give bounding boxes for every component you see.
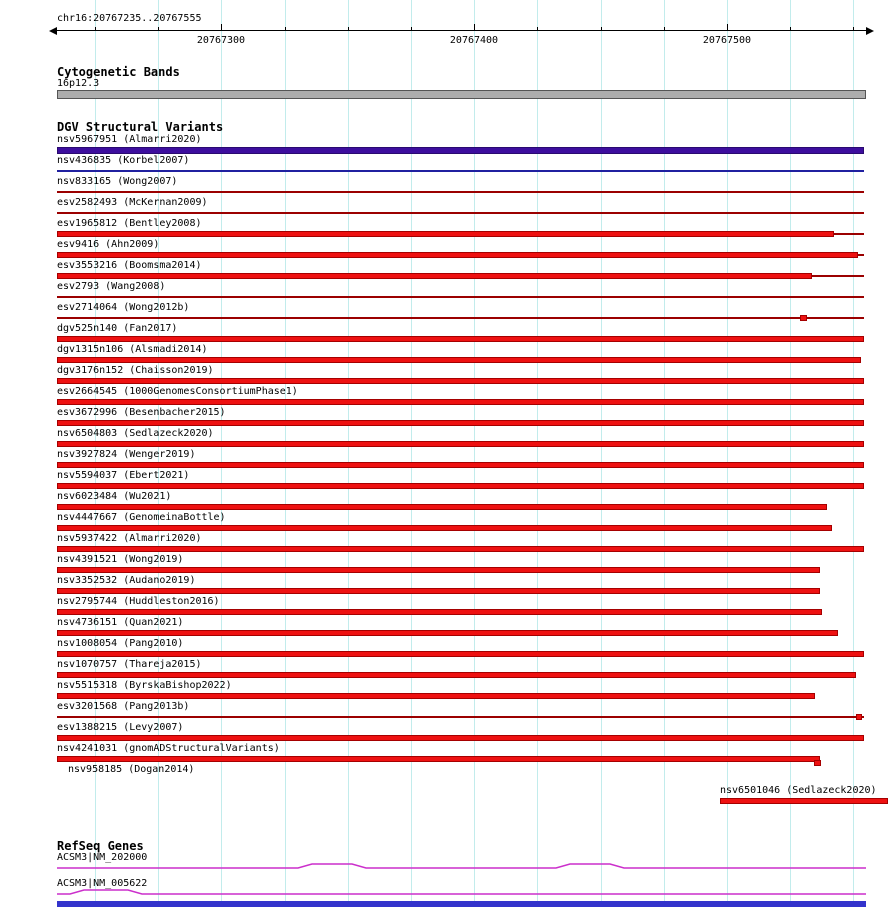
variant-label[interactable]: nsv4391521 (Wong2019) (57, 554, 184, 565)
variant-label[interactable]: nsv4447667 (GenomeinaBottle) (57, 512, 226, 523)
variant-label[interactable]: esv1965812 (Bentley2008) (57, 218, 202, 229)
variant-label[interactable]: nsv1070757 (Thareja2015) (57, 659, 202, 670)
section-title-refseq-genes: RefSeq Genes (57, 839, 144, 853)
variant-label[interactable]: nsv958185 (Dogan2014) (68, 764, 195, 775)
ruler-tick-label: 20767300 (196, 35, 246, 46)
variant-label[interactable]: dgv3176n152 (Chaisson2019) (57, 365, 214, 376)
variant-label[interactable]: esv1388215 (Levy2007) (57, 722, 184, 733)
variant-label[interactable]: dgv1315n106 (Alsmadi2014) (57, 344, 208, 355)
gene-model[interactable] (57, 890, 866, 894)
variant-label[interactable]: nsv3352532 (Audano2019) (57, 575, 196, 586)
section-title-dgv-structural-variants: DGV Structural Variants (57, 120, 224, 134)
variant-label[interactable]: esv3201568 (Pang2013b) (57, 701, 190, 712)
variant-label[interactable]: nsv6501046 (Sedlazeck2020) (720, 785, 877, 796)
variant-label[interactable]: esv3672996 (Besenbacher2015) (57, 407, 226, 418)
variant-label[interactable]: nsv2795744 (Huddleston2016) (57, 596, 220, 607)
variant-label[interactable]: nsv5594037 (Ebert2021) (57, 470, 190, 481)
ruler-tick-label: 20767400 (449, 35, 499, 46)
variant-label[interactable]: esv2714064 (Wong2012b) (57, 302, 190, 313)
variant-label[interactable]: nsv6023484 (Wu2021) (57, 491, 172, 502)
variant-label[interactable]: nsv6504803 (Sedlazeck2020) (57, 428, 214, 439)
bottom-feature-bar[interactable] (57, 901, 866, 907)
section-title-cytogenetic-bands: Cytogenetic Bands (57, 65, 180, 79)
variant-label[interactable]: esv3553216 (Boomsma2014) (57, 260, 202, 271)
variant-label[interactable]: nsv5967951 (Almarri2020) (57, 134, 202, 145)
variant-label[interactable]: esv9416 (Ahn2009) (57, 239, 160, 250)
gene-model[interactable] (57, 864, 866, 868)
cytoband-label: 16p12.3 (57, 78, 100, 89)
variant-label[interactable]: dgv525n140 (Fan2017) (57, 323, 178, 334)
variant-label[interactable]: esv2664545 (1000GenomesConsortiumPhase1) (57, 386, 298, 397)
variant-label[interactable]: nsv4736151 (Quan2021) (57, 617, 184, 628)
gene-label[interactable]: ACSM3|NM_005622 (57, 878, 148, 889)
variant-label[interactable]: nsv3927824 (Wenger2019) (57, 449, 196, 460)
variant-label[interactable]: nsv436835 (Korbel2007) (57, 155, 190, 166)
variant-label[interactable]: esv2793 (Wang2008) (57, 281, 166, 292)
ruler-tick-label: 20767500 (702, 35, 752, 46)
region-title: chr16:20767235..20767555 (57, 13, 202, 24)
variant-label[interactable]: nsv1008054 (Pang2010) (57, 638, 184, 649)
variant-label[interactable]: nsv833165 (Wong2007) (57, 176, 178, 187)
variant-label[interactable]: nsv5515318 (ByrskaBishop2022) (57, 680, 232, 691)
gene-label[interactable]: ACSM3|NM_202000 (57, 852, 148, 863)
variant-label[interactable]: nsv4241031 (gnomADStructuralVariants) (57, 743, 280, 754)
variant-label[interactable]: esv2582493 (McKernan2009) (57, 197, 208, 208)
variant-label[interactable]: nsv5937422 (Almarri2020) (57, 533, 202, 544)
